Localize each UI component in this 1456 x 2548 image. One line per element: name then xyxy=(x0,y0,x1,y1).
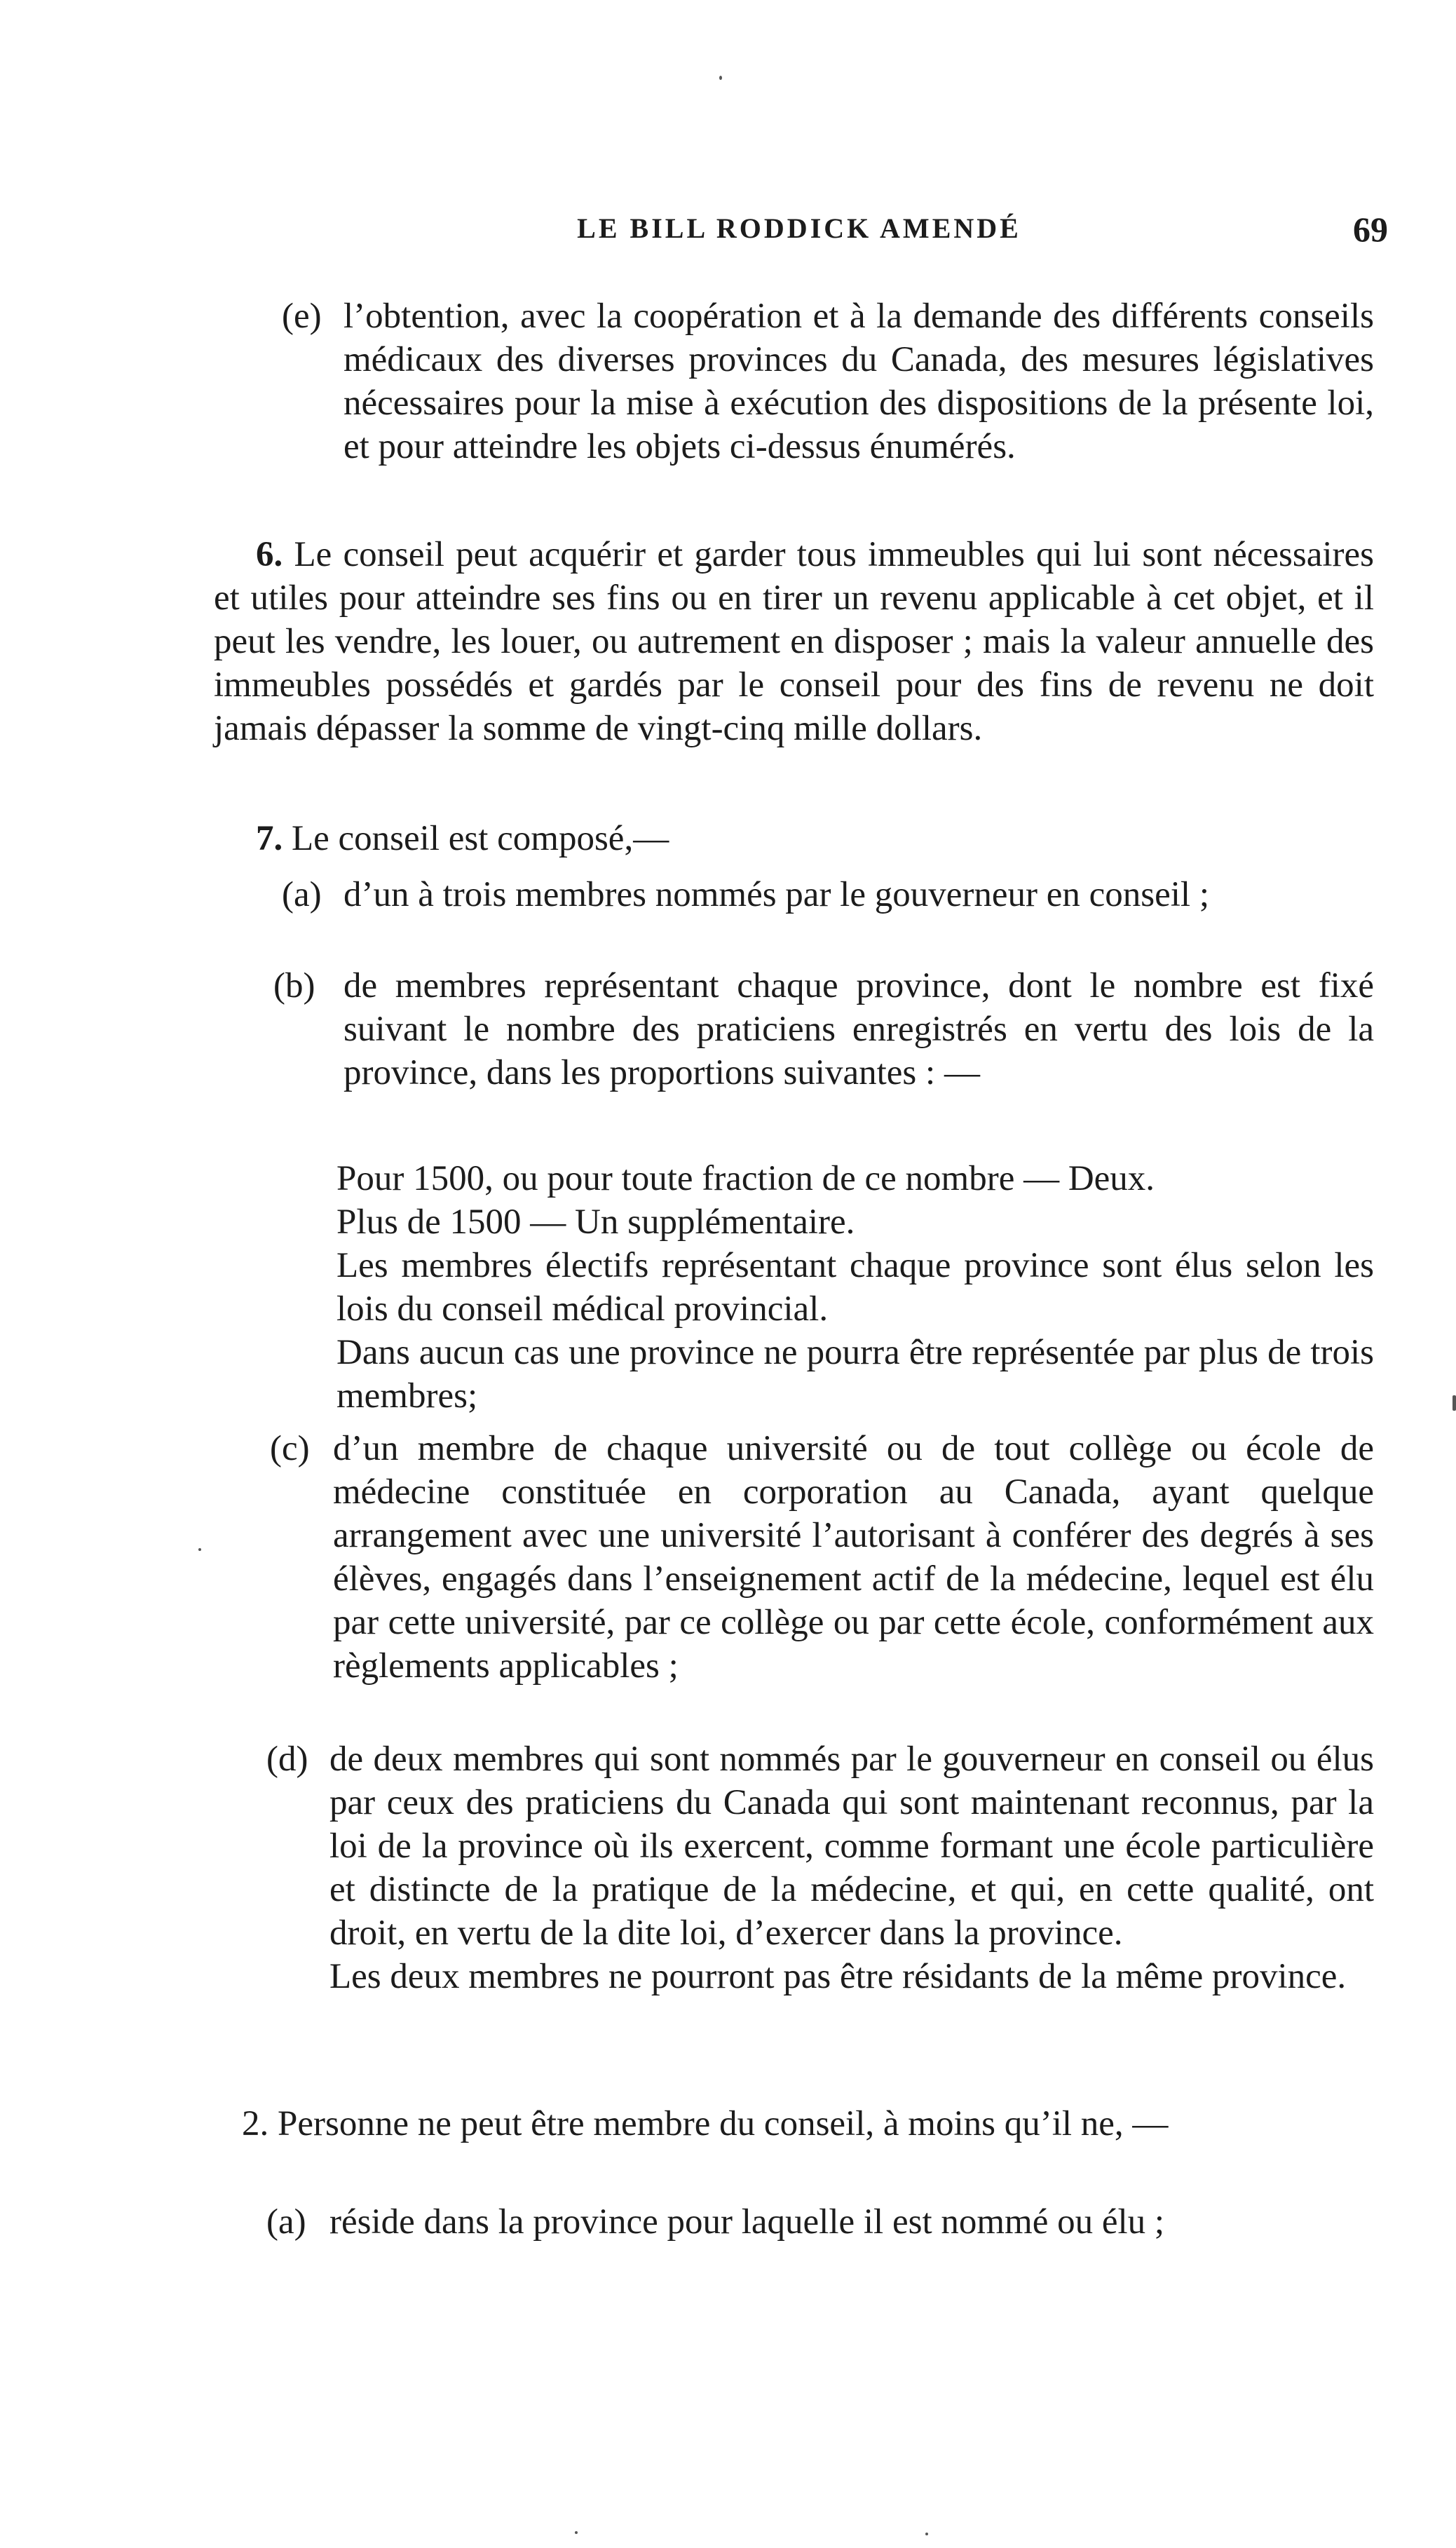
representation-limit-note: Dans aucun cas une province ne pourra être représentée par plus de trois membres; xyxy=(336,1333,1374,1416)
scan-speck xyxy=(719,76,722,80)
section-6 xyxy=(214,533,1374,750)
clause-7a xyxy=(282,873,1374,916)
clause-7b-text: de membres représentant chaque province, dont le nombre est fixé suivant le nombre des praticiens enregistrés en vertu des lois de la province, dans les proportions suivantes : — xyxy=(343,966,1374,1092)
subsection-2-number: 2. xyxy=(242,2104,269,2143)
scan-speck xyxy=(925,2533,928,2535)
section-7 xyxy=(256,817,1374,860)
clause-7b xyxy=(273,964,1374,1095)
section-7-text: Le conseil est composé,— xyxy=(292,819,669,858)
section-7-number: 7. xyxy=(256,819,283,858)
subsection-2-clause-a-text: réside dans la province pour laquelle il est nommé ou élu ; xyxy=(329,2202,1165,2242)
elective-members-note: Les membres électifs représentant chaque province sont élus selon les lois du conseil médical provincial. xyxy=(336,1246,1374,1329)
clause-7c-text: d’un membre de chaque université ou de tout collège ou école de médecine constituée en corporation au Canada, ayant quelque arrangement avec une université l’autorisant à conférer des degrés à ses élèves, engagés dans l’enseignement actif de la médecine, lequel est élu par cette université, par ce collège ou par cette école, conformément aux règlements applicables ; xyxy=(333,1429,1374,1686)
proportion-line-1: Pour 1500, ou pour toute fraction de ce nombre — Deux. xyxy=(336,1159,1155,1198)
clause-7b-label: (b) xyxy=(273,966,315,1005)
subsection-2-clause-a-label: (a) xyxy=(266,2202,306,2242)
subsection-2 xyxy=(189,2102,1374,2146)
scan-speck xyxy=(575,2531,578,2534)
clause-7d-label: (d) xyxy=(266,1740,308,1779)
clause-7b-proportions xyxy=(336,1157,1374,1418)
clause-7a-text: d’un à trois membres nommés par le gouverneur en conseil ; xyxy=(343,875,1209,914)
section-6-text: Le conseil peut acquérir et garder tous immeubles qui lui sont nécessaires et utiles pour atteindre ses fins ou en tirer un revenu applicable à cet objet, et il peut les vendre, les louer, ou autrement en disposer ; mais la valeur annuelle des immeubles possédés et gardés par le conseil pour des fins de revenu ne doit jamais dépasser la somme de vingt-cinq mille dollars. xyxy=(214,535,1375,748)
running-header xyxy=(210,212,1388,254)
clause-7d-text: de deux membres qui sont nommés par le gouverneur en conseil ou élus par ceux des praticiens du Canada qui sont maintenant reconnus, par la loi de la province où ils exercent, comme formant une école particulière et distincte de la pratique de la médecine, et qui, en cette qualité, ont droit, en vertu de la dite loi, d’exercer dans la province. xyxy=(329,1740,1374,1953)
clause-7c-label: (c) xyxy=(270,1429,310,1468)
clause-e-label: (e) xyxy=(282,297,322,336)
clause-7c xyxy=(270,1427,1374,1688)
page-number: 69 xyxy=(1353,210,1388,249)
clause-7a-label: (a) xyxy=(282,875,322,914)
scan-speck xyxy=(1452,1395,1456,1411)
scan-speck xyxy=(198,1548,201,1551)
clause-7d-residence-note: Les deux membres ne pourront pas être résidants de la même province. xyxy=(329,1957,1347,1996)
subsection-2-clause-a xyxy=(266,2200,1374,2244)
running-title: LE BILL RODDICK AMENDÉ xyxy=(577,212,1021,244)
proportion-line-2: Plus de 1500 — Un supplémentaire. xyxy=(336,1202,855,1242)
clause-e xyxy=(282,294,1374,468)
subsection-2-text: Personne ne peut être membre du conseil, à moins qu’il ne, — xyxy=(278,2104,1169,2143)
section-6-number: 6. xyxy=(256,535,283,574)
clause-e-text: l’obtention, avec la coopération et à la demande des différents conseils médicaux des diverses provinces du Canada, des mesures législatives nécessaires pour la mise à exécution des dispositions de la présente loi, et pour atteindre les objets ci-dessus énumérés. xyxy=(343,297,1374,466)
clause-7d xyxy=(266,1737,1374,1998)
